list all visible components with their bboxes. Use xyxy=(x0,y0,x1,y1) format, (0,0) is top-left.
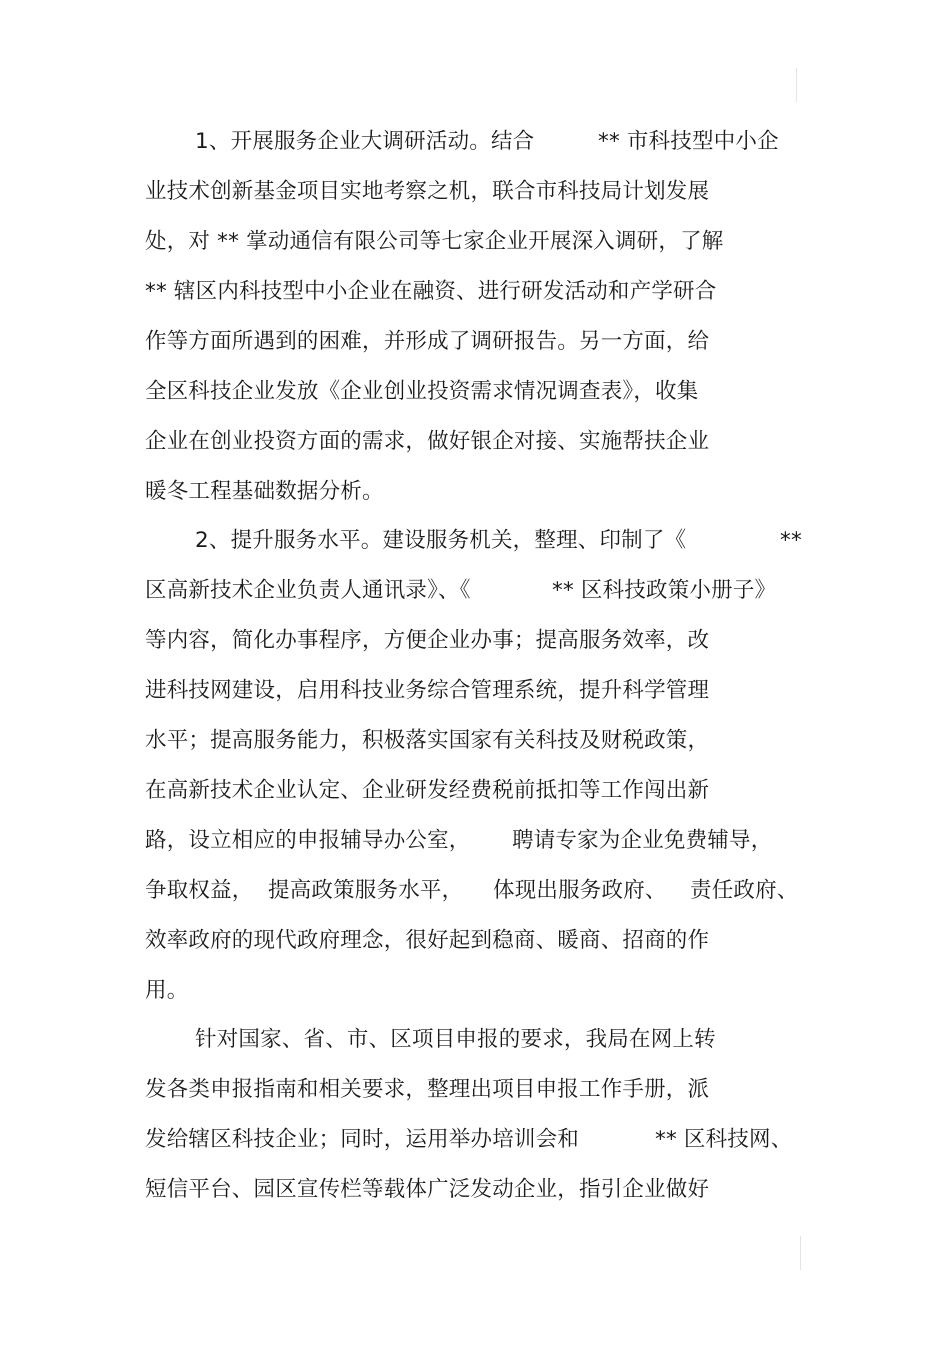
text-line: 聘请专家为企业免费辅导， xyxy=(512,828,773,853)
text-line: 水平；提高服务能力，积极落实国家有关科技及财税政策， xyxy=(145,728,710,753)
text-line: ** 辖区内科技型中小企业在融资、进行研发活动和产学研合 xyxy=(145,279,717,304)
text-line: 2、提升服务水平。建设服务机关，整理、印制了《 xyxy=(195,528,687,553)
page-edge-mark-top xyxy=(796,68,797,102)
text-line: 发各类申报指南和相关要求，整理出项目申报工作手册，派 xyxy=(145,1077,710,1102)
text-line: 发给辖区科技企业；同时，运用举办培训会和 xyxy=(145,1127,580,1152)
text-line: ** xyxy=(780,528,802,553)
text-line: 进科技网建设，启用科技业务综合管理系统，提升科学管理 xyxy=(145,678,710,703)
text-line: 体现出服务政府、 xyxy=(493,878,667,903)
text-line: 提高政策服务水平， xyxy=(268,878,464,903)
page-edge-mark-bottom xyxy=(800,1236,801,1270)
text-line: 短信平台、园区宣传栏等载体广泛发动企业，指引企业做好 xyxy=(145,1177,710,1202)
text-line: ** 市科技型中小企 xyxy=(598,129,779,154)
text-line: 作等方面所遇到的困难，并形成了调研报告。另一方面，给 xyxy=(145,329,710,354)
text-line: 针对国家、省、市、区项目申报的要求，我局在网上转 xyxy=(195,1027,716,1052)
text-line: 全区科技企业发放《企业创业投资需求情况调查表》，收集 xyxy=(145,379,699,404)
text-line: 路，设立相应的申报辅导办公室， xyxy=(145,828,471,853)
text-line: 争取权益， xyxy=(145,878,254,903)
text-line: 区高新技术企业负责人通讯录》、《 xyxy=(145,578,471,603)
text-line: 用。 xyxy=(145,978,189,1003)
text-line: ** 区科技网、 xyxy=(655,1127,793,1152)
text-line: 企业在创业投资方面的需求，做好银企对接、实施帮扶企业 xyxy=(145,429,710,454)
text-line: 效率政府的现代政府理念，很好起到稳商、暖商、招商的作 xyxy=(145,928,710,953)
text-line: 业技术创新基金项目实地考察之机，联合市科技局计划发展 xyxy=(145,179,710,204)
text-line: 处，对 ** 掌动通信有限公司等七家企业开展深入调研，了解 xyxy=(145,229,724,254)
text-line: 在高新技术企业认定、企业研发经费税前抵扣等工作闯出新 xyxy=(145,778,710,803)
text-line: 暖冬工程基础数据分析。 xyxy=(145,479,384,504)
text-line: ** 区科技政策小册子》 xyxy=(552,578,777,603)
text-line: 1、开展服务企业大调研活动。结合 xyxy=(195,129,535,154)
text-line: 责任政府、 xyxy=(690,878,799,903)
text-line: 等内容，简化办事程序，方便企业办事；提高服务效率，改 xyxy=(145,628,710,653)
